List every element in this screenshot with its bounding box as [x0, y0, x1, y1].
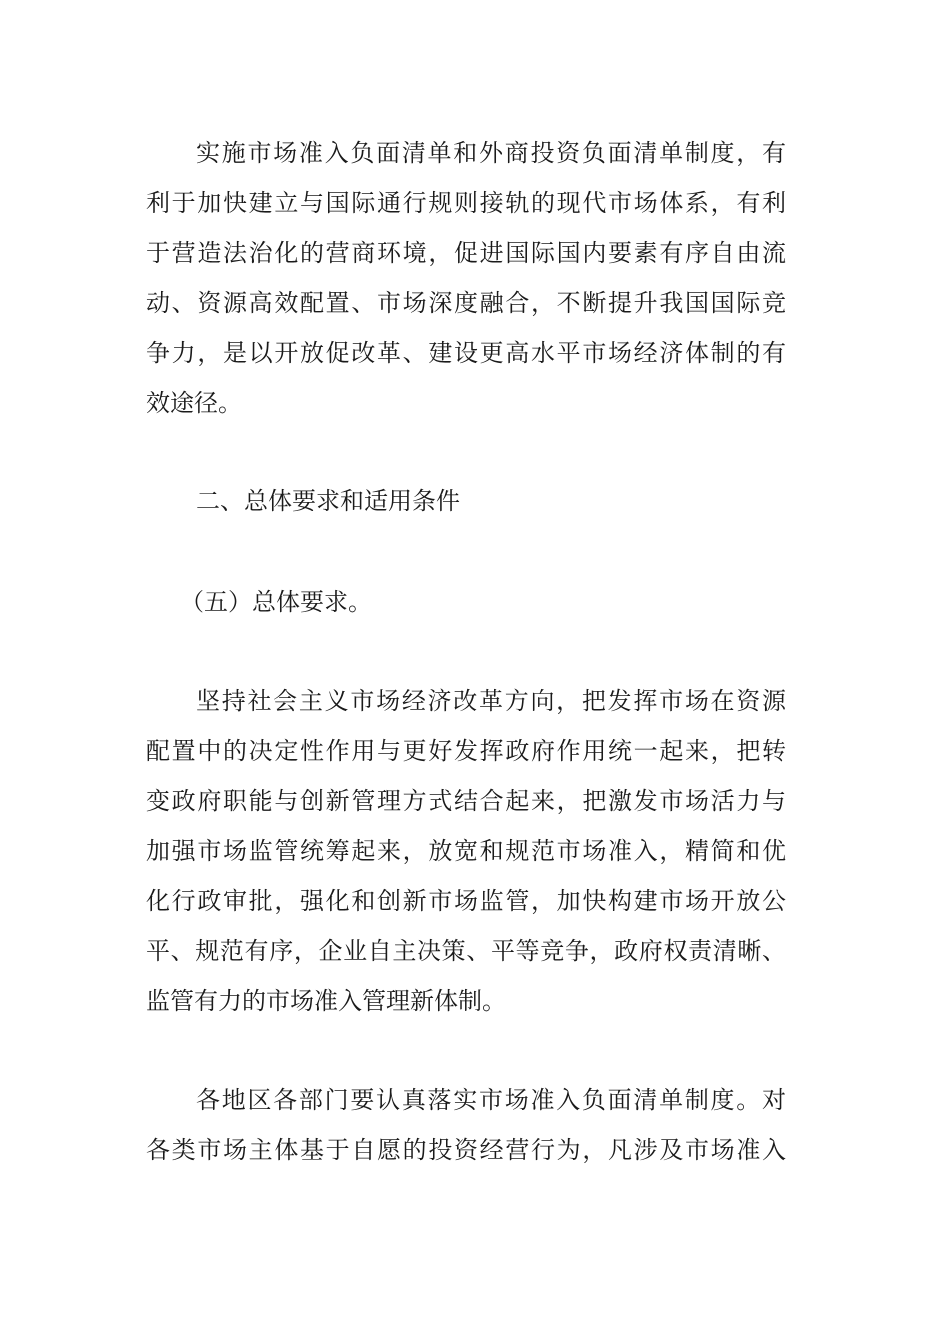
paragraph-line: 平、规范有序，企业自主决策、平等竞争，政府权责清晰、 — [146, 937, 786, 965]
paragraph-line: 各类市场主体基于自愿的投资经营行为，凡涉及市场准入 — [146, 1136, 786, 1164]
paragraph-line: 利于加快建立与国际通行规则接轨的现代市场体系，有利 — [146, 189, 786, 217]
paragraph-line: 各地区各部门要认真落实市场准入负面清单制度。对 — [196, 1086, 786, 1114]
paragraph-line: 变政府职能与创新管理方式结合起来，把激发市场活力与 — [146, 787, 786, 815]
paragraph-line: 化行政审批，强化和创新市场监管，加快构建市场开放公 — [146, 887, 786, 915]
paragraph-line: 配置中的决定性作用与更好发挥政府作用统一起来，把转 — [146, 737, 786, 765]
paragraph-line: 争力，是以开放促改革、建设更高水平市场经济体制的有 — [146, 339, 786, 367]
paragraph-line: 加强市场监管统筹起来，放宽和规范市场准入，精简和优 — [146, 837, 786, 865]
paragraph-line: 监管有力的市场准入管理新体制。 — [146, 987, 506, 1015]
paragraph-line: 效途径。 — [146, 389, 242, 417]
paragraph-line: 实施市场准入负面清单和外商投资负面清单制度，有 — [196, 139, 786, 167]
section-heading: 二、总体要求和适用条件 — [196, 487, 460, 515]
paragraph-line: 坚持社会主义市场经济改革方向，把发挥市场在资源 — [196, 687, 786, 715]
paragraph-line: 动、资源高效配置、市场深度融合，不断提升我国国际竞 — [146, 289, 786, 317]
paragraph-line: 于营造法治化的营商环境，促进国际国内要素有序自由流 — [146, 239, 786, 267]
subsection-heading: （五）总体要求。 — [180, 588, 372, 616]
